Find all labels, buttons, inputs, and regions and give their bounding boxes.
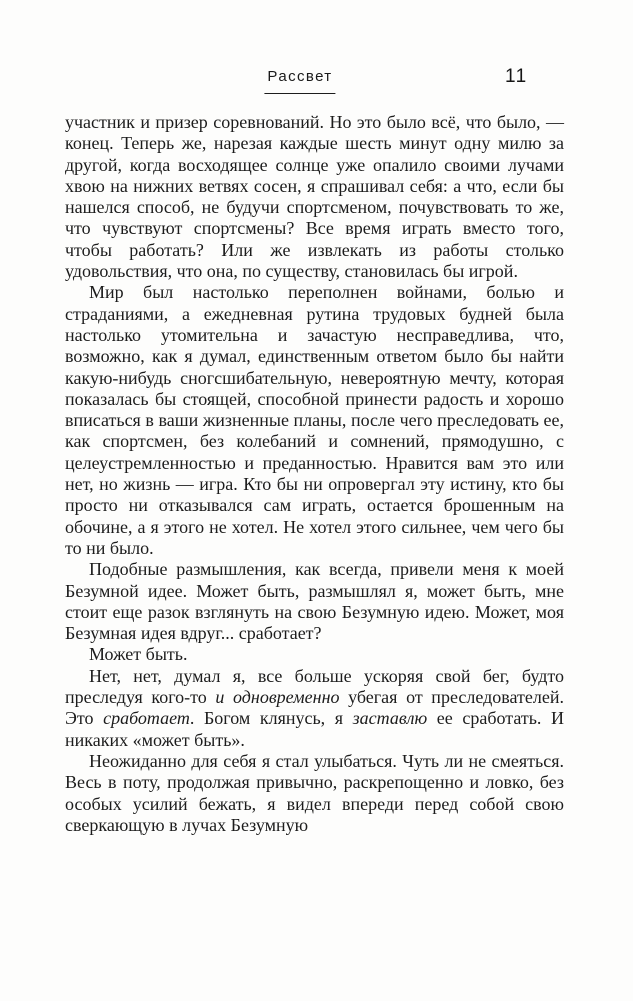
text-run: убегая от преследователей. Это (65, 687, 565, 729)
paragraph (65, 644, 564, 665)
text-run: Нет, нет, думал я, все больше ускоряя свой бег, будто преследуя кого-то (65, 665, 564, 708)
running-header (0, 0, 633, 110)
text-run: Может быть. (89, 644, 188, 665)
paragraph (65, 282, 564, 559)
italic-text-run: сработает (103, 708, 190, 729)
paragraph (65, 112, 564, 282)
text-run: Подобные размышления, как всегда, привели меня к моей Безумной идее. Может быть, размышлял я, может быть, мне стоит еще разок взглянуть на свою Безумную идею. Может, моя Безумная идея вдруг... сработает? (65, 559, 564, 644)
text-run: . Богом клянусь, я (189, 708, 353, 729)
page-number: 11 (505, 66, 528, 87)
text-run: Мир был настолько переполнен войнами, болью и страданиями, а ежедневная рутина трудовых будней была настолько утомительна и зачастую несправедлива, что, возможно, как я думал, единственным ответом было бы найти какую-нибудь сногсшибательную, невероятную мечту, которая показалась бы стоящей, способной принести радость и хорошо вписаться в ваши жизненные планы, после чего преследовать ее, как спортсмен, без колебаний и сомнений, прямодушно, с целеустремленностью и преданностью. Нравится вам это или нет, но жизнь — игра. Кто бы ни опровергал эту истину, кто бы просто ни отказывался сам играть, остается брошенным на обочине, а я этого не хотел. Не хотел этого сильнее, чем чего бы то ни было. (65, 282, 564, 558)
text-run: Неожиданно для себя я стал улыбаться. Чуть ли не смеяться. Весь в поту, продолжая привычно, раскрепощенно и ловко, без особых усилий бежать, я видел впереди перед собой свою сверкающую в лучах Безумную (65, 750, 564, 835)
paragraph (65, 751, 564, 836)
paragraph (65, 666, 564, 751)
page-body (65, 112, 564, 836)
text-run: участник и призер соревнований. Но это было всё, что было, — конец. Теперь же, нарезая каждые шесть минут одну милю за другой, когда восходящее солнце уже опалило своими лучами хвою на нижних ветвях сосен, я спрашивал себя: а что, если бы нашелся способ, не будучи спортсменом, почувствовать то же, что чувствуют спортсмены? Все время играть вместо того, чтобы работать? Или же извлекать из работы столько удовольствия, что она, по существу, становилась бы игрой. (65, 112, 564, 282)
italic-text-run: и одновременно (215, 687, 340, 708)
text-run: ее сработать. И никаких «может быть». (65, 708, 565, 750)
paragraph (65, 559, 564, 644)
italic-text-run: заставлю (352, 708, 428, 729)
chapter-title: Рассвет (264, 68, 335, 94)
